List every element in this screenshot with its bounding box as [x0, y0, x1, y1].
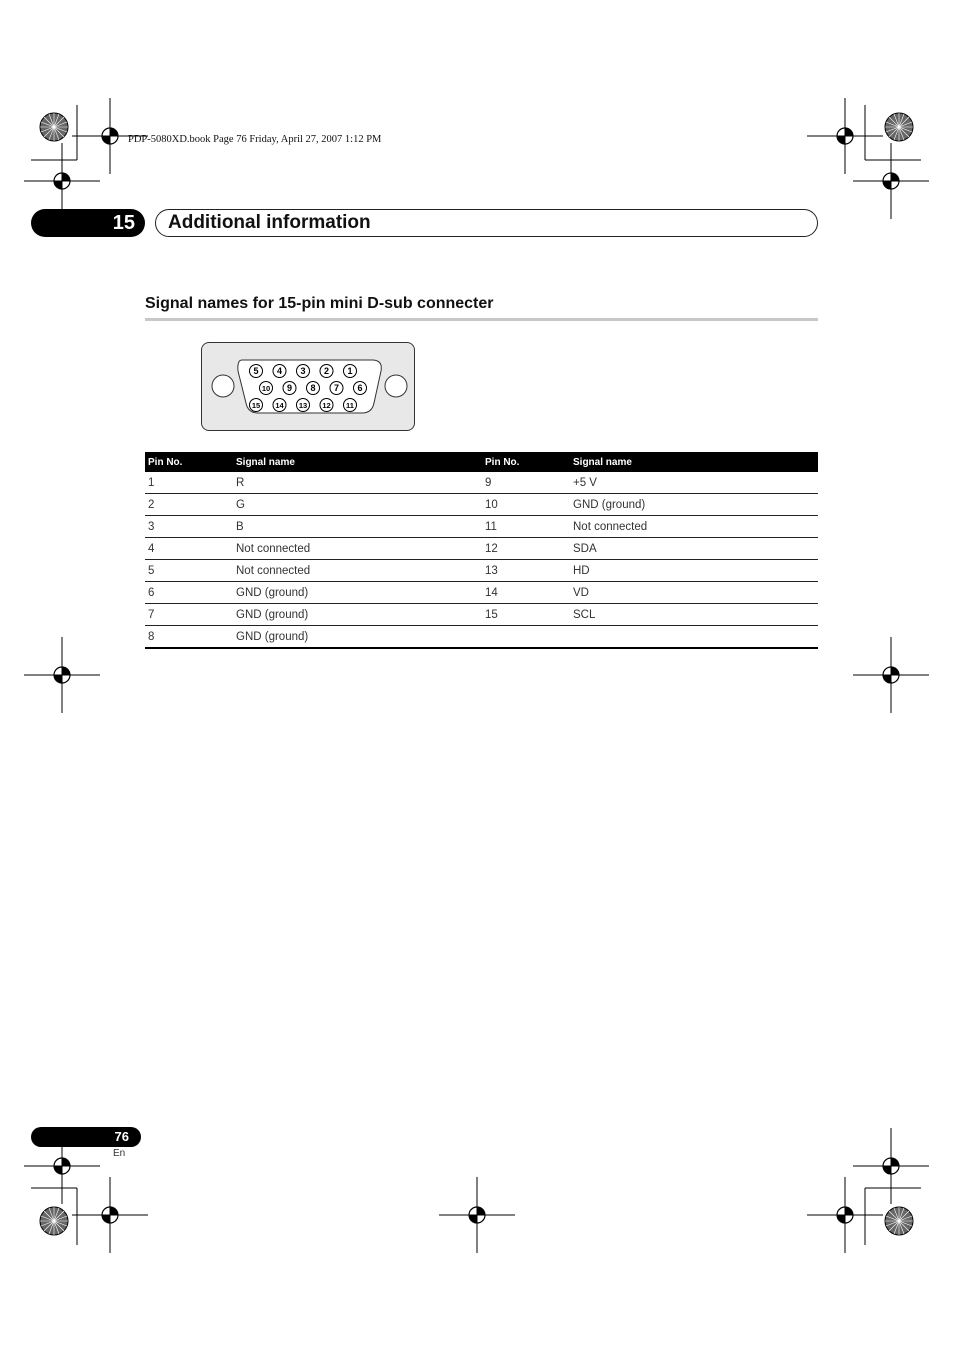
section-title: Signal names for 15-pin mini D-sub connecter	[145, 295, 494, 312]
chapter-number-badge: 15	[31, 209, 145, 237]
pin-cell: 11	[482, 516, 570, 538]
pin-label-8: 8	[310, 383, 316, 394]
pin-label-12: 12	[322, 401, 331, 411]
table-row	[145, 494, 818, 516]
chapter-title: Additional information	[155, 209, 818, 237]
signal-cell: SCL	[570, 604, 818, 626]
signal-cell: GND (ground)	[233, 604, 482, 626]
page-number: 76	[31, 1127, 141, 1147]
signal-cell: +5 V	[570, 472, 818, 494]
pin-cell: 8	[145, 626, 233, 649]
signal-cell: GND (ground)	[233, 626, 482, 649]
pin-cell: 13	[482, 560, 570, 582]
pin-cell: 2	[145, 494, 233, 516]
signal-cell: R	[233, 472, 482, 494]
header-pin-no-2: Pin No.	[482, 452, 570, 472]
pin-label-3: 3	[300, 366, 306, 377]
table-row	[145, 582, 818, 604]
pin-label-14: 14	[275, 401, 284, 411]
signal-cell: GND (ground)	[233, 582, 482, 604]
book-info-line: PDP-5080XD.book Page 76 Friday, April 27, 2007 1:12 PM	[128, 134, 382, 145]
signal-cell: HD	[570, 560, 818, 582]
pin-cell: 4	[145, 538, 233, 560]
pin-cell: 3	[145, 516, 233, 538]
pin-cell: 6	[145, 582, 233, 604]
table-row	[145, 538, 818, 560]
pin-label-11: 11	[346, 401, 354, 411]
pin-label-5: 5	[253, 366, 259, 377]
signal-cell: GND (ground)	[570, 494, 818, 516]
pin-label-10: 10	[261, 384, 271, 394]
dsub-connector-diagram	[201, 342, 415, 431]
pin-cell: 9	[482, 472, 570, 494]
header-signal-name: Signal name	[233, 452, 482, 472]
table-row	[145, 472, 818, 494]
header-pin-no: Pin No.	[145, 452, 233, 472]
table-row	[145, 516, 818, 538]
signal-cell: B	[233, 516, 482, 538]
signal-cell: G	[233, 494, 482, 516]
signal-cell: Not connected	[233, 560, 482, 582]
pin-label-13: 13	[298, 401, 308, 411]
pin-cell: 10	[482, 494, 570, 516]
pin-label-7: 7	[333, 383, 340, 394]
language-label: En	[113, 1148, 126, 1159]
table-row	[145, 626, 818, 649]
header-signal-name-2: Signal name	[570, 452, 818, 472]
pin-cell	[482, 626, 570, 649]
pin-signal-table	[145, 452, 818, 649]
signal-cell: VD	[570, 582, 818, 604]
pin-label-1: 1	[347, 366, 353, 377]
dsub-connector-drawing	[202, 343, 416, 432]
pin-cell: 15	[482, 604, 570, 626]
section-rule	[145, 318, 818, 321]
signal-cell	[570, 626, 818, 649]
pin-cell: 7	[145, 604, 233, 626]
pin-label-9: 9	[286, 383, 293, 394]
pin-label-2: 2	[323, 366, 330, 377]
pin-cell: 12	[482, 538, 570, 560]
table-header-row	[145, 452, 818, 472]
pin-cell: 14	[482, 582, 570, 604]
table-row	[145, 560, 818, 582]
table-row	[145, 604, 818, 626]
pin-cell: 5	[145, 560, 233, 582]
pin-label-15: 15	[251, 401, 261, 411]
signal-cell: Not connected	[233, 538, 482, 560]
pin-label-6: 6	[357, 383, 363, 394]
pin-cell: 1	[145, 472, 233, 494]
pin-label-4: 4	[276, 366, 283, 377]
signal-cell: Not connected	[570, 516, 818, 538]
signal-cell: SDA	[570, 538, 818, 560]
